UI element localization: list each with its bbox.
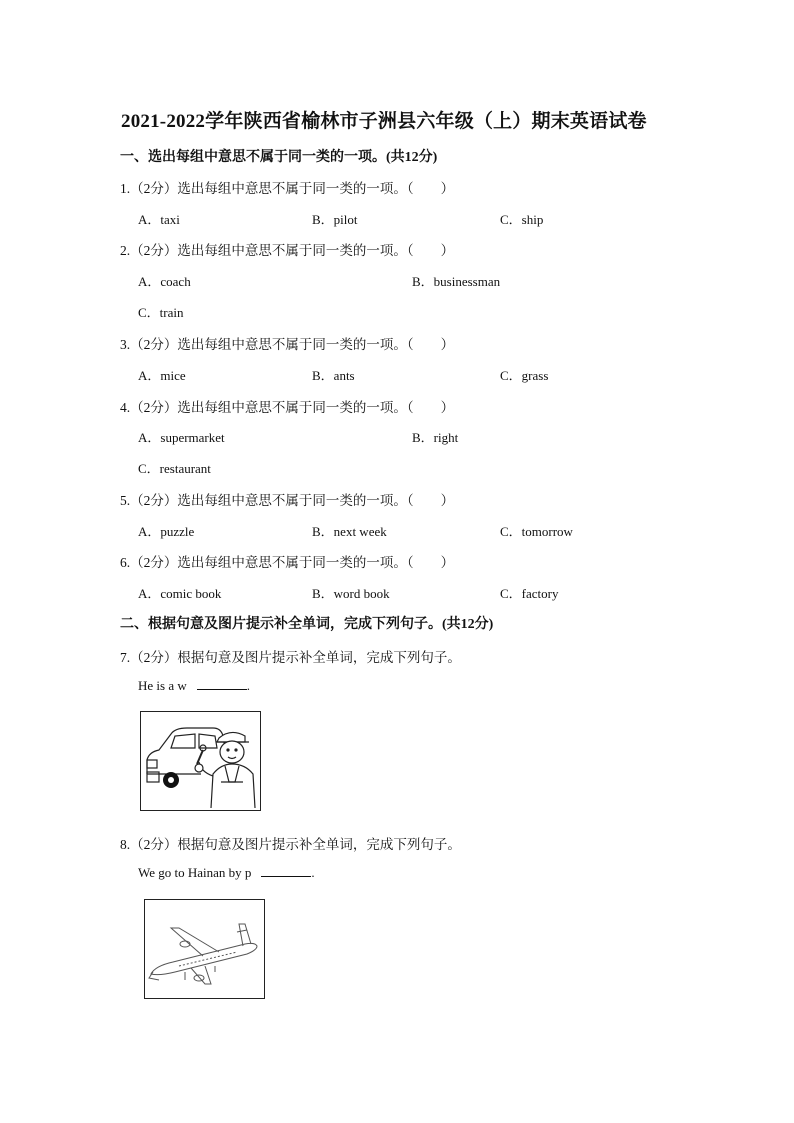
question-4-option-c[interactable]: C．restaurant [138,461,211,476]
question-7-sentence-text: He is a w [138,678,187,693]
section-1-heading: 一、选出每组中意思不属于同一类的一项。(共12分) [120,150,438,165]
question-8-stem: 8.（2分）根据句意及图片提示补全单词，完成下列句子。 [120,837,461,852]
question-7-sentence [138,677,250,694]
question-7-blank[interactable] [197,677,247,690]
airplane-illustration [145,900,264,998]
question-5-option-b[interactable]: B．next week [312,524,387,539]
question-2-option-b[interactable]: B．businessman [412,274,501,289]
section-2-heading: 二、根据句意及图片提示补全单词，完成下列句子。(共12分) [120,617,494,632]
question-4-option-b[interactable]: B．right [412,430,459,445]
question-2-stem: 2.（2分）选出每组中意思不属于同一类的一项。（ ） [120,243,455,258]
question-6-option-b[interactable]: B．word book [312,586,390,601]
question-3-option-b[interactable]: B．ants [312,368,355,383]
question-5-option-c[interactable]: C．tomorrow [500,524,573,539]
airplane-picture [144,899,265,999]
question-4-option-a[interactable]: A．supermarket [138,430,225,445]
question-1-option-a[interactable]: A．taxi [138,212,180,227]
question-5-stem: 5.（2分）选出每组中意思不属于同一类的一项。（ ） [120,493,455,508]
question-3-stem: 3.（2分）选出每组中意思不属于同一类的一项。（ ） [120,337,455,352]
page-title: 2021-2022学年陕西省榆林市子洲县六年级（上）期末英语试卷 [121,111,647,132]
question-2-option-c[interactable]: C．train [138,305,184,320]
question-3-option-c[interactable]: C．grass [500,368,549,383]
question-3-option-a[interactable]: A．mice [138,368,186,383]
question-8-sentence-text: We go to Hainan by p [138,865,252,880]
question-2-option-a[interactable]: A．coach [138,274,191,289]
question-6-option-a[interactable]: A．comic book [138,586,222,601]
question-1-stem: 1.（2分）选出每组中意思不属于同一类的一项。（ ） [120,181,455,196]
question-8-sentence [138,864,315,881]
mechanic-picture [140,711,261,811]
question-1-option-c[interactable]: C．ship [500,212,544,227]
question-4-stem: 4.（2分）选出每组中意思不属于同一类的一项。（ ） [120,400,455,415]
question-8-period: . [311,865,315,880]
question-8-blank[interactable] [261,864,311,877]
question-7-stem: 7.（2分）根据句意及图片提示补全单词，完成下列句子。 [120,650,461,665]
question-5-option-a[interactable]: A．puzzle [138,524,195,539]
question-7-period: . [246,678,250,693]
question-6-option-c[interactable]: C．factory [500,586,559,601]
question-1-option-b[interactable]: B．pilot [312,212,358,227]
mechanic-illustration [141,712,260,810]
question-6-stem: 6.（2分）选出每组中意思不属于同一类的一项。（ ） [120,555,455,570]
